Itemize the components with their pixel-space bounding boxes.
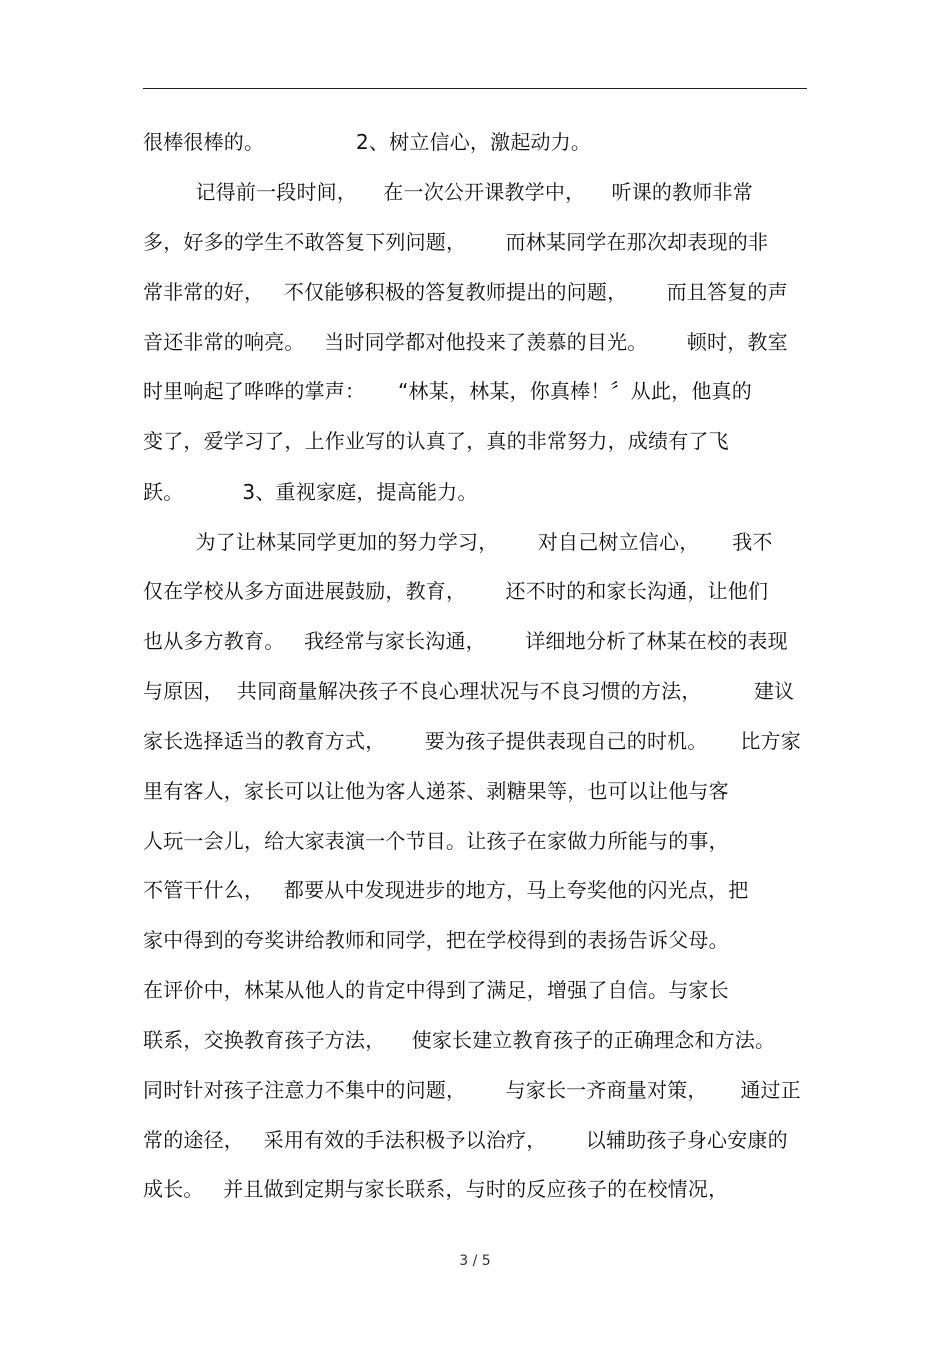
- text-line: 常非常的好， 不仅能够积极的答复教师提出的问题， 而且答复的声: [143, 280, 788, 304]
- text-line: 成长。 并且做到定期与家长联系，与时的反应孩子的在校情况，: [143, 1177, 729, 1201]
- text-line: 常的途径， 采用有效的手法积极予以治疗， 以辅助孩子身心安康的: [143, 1128, 788, 1152]
- text-line: 很棒很棒的。 2、树立信心，激起动力。: [143, 130, 592, 154]
- text-line: 多，好多的学生不敢答复下列问题， 而林某同学在那次却表现的非: [143, 230, 769, 254]
- page-number: 3 / 5: [459, 1253, 491, 1269]
- text-line: 音还非常的响亮。 当时同学都对他投来了羡慕的目光。 顿时，教室: [143, 330, 788, 354]
- text-line: 人玩一会儿，给大家表演一个节目。让孩子在家做力所能与的事，: [143, 829, 729, 853]
- text-line: 同时针对孩子注意力不集中的问题， 与家长一齐商量对策， 通过正: [143, 1078, 801, 1102]
- text-line: 家长选择适当的教育方式， 要为孩子提供表现自己的时机。 比方家: [143, 729, 801, 753]
- text-line: 家中得到的夸奖讲给教师和同学，把在学校得到的表扬告诉父母。: [143, 928, 729, 952]
- text-line: 联系，交换教育孩子方法， 使家长建立教育孩子的正确理念和方法。: [143, 1028, 776, 1052]
- text-line: 跃。 3、重视家庭，提高能力。: [143, 480, 478, 504]
- text-line: 不管干什么， 都要从中发现进步的地方，马上夸奖他的闪光点，把: [143, 878, 749, 902]
- text-line: 在评价中，林某从他人的肯定中得到了满足，增强了自信。与家长: [143, 978, 729, 1002]
- text-line: 里有客人，家长可以让他为客人递茶、剥糖果等，也可以让他与客: [143, 779, 729, 803]
- text-line: 与原因， 共同商量解决孩子不良心理状况与不良习惯的方法， 建议: [143, 679, 795, 703]
- text-line: 为了让林某同学更加的努力学习， 对自己树立信心， 我不: [143, 530, 773, 554]
- header-rule: [143, 88, 807, 89]
- text-line: 时里响起了哗哗的掌声： “林某，林某，你真棒！〞从此，他真的: [143, 379, 752, 403]
- text-line: 也从多方教育。 我经常与家长沟通， 详细地分析了林某在校的表现: [143, 629, 788, 653]
- text-line: 记得前一段时间， 在一次公开课教学中， 听课的教师非常: [143, 180, 753, 204]
- text-line: 仅在学校从多方面进展鼓励，教育， 还不时的和家长沟通，让他们: [143, 579, 769, 603]
- text-line: 变了，爱学习了，上作业写的认真了，真的非常努力，成绩有了飞: [143, 429, 729, 453]
